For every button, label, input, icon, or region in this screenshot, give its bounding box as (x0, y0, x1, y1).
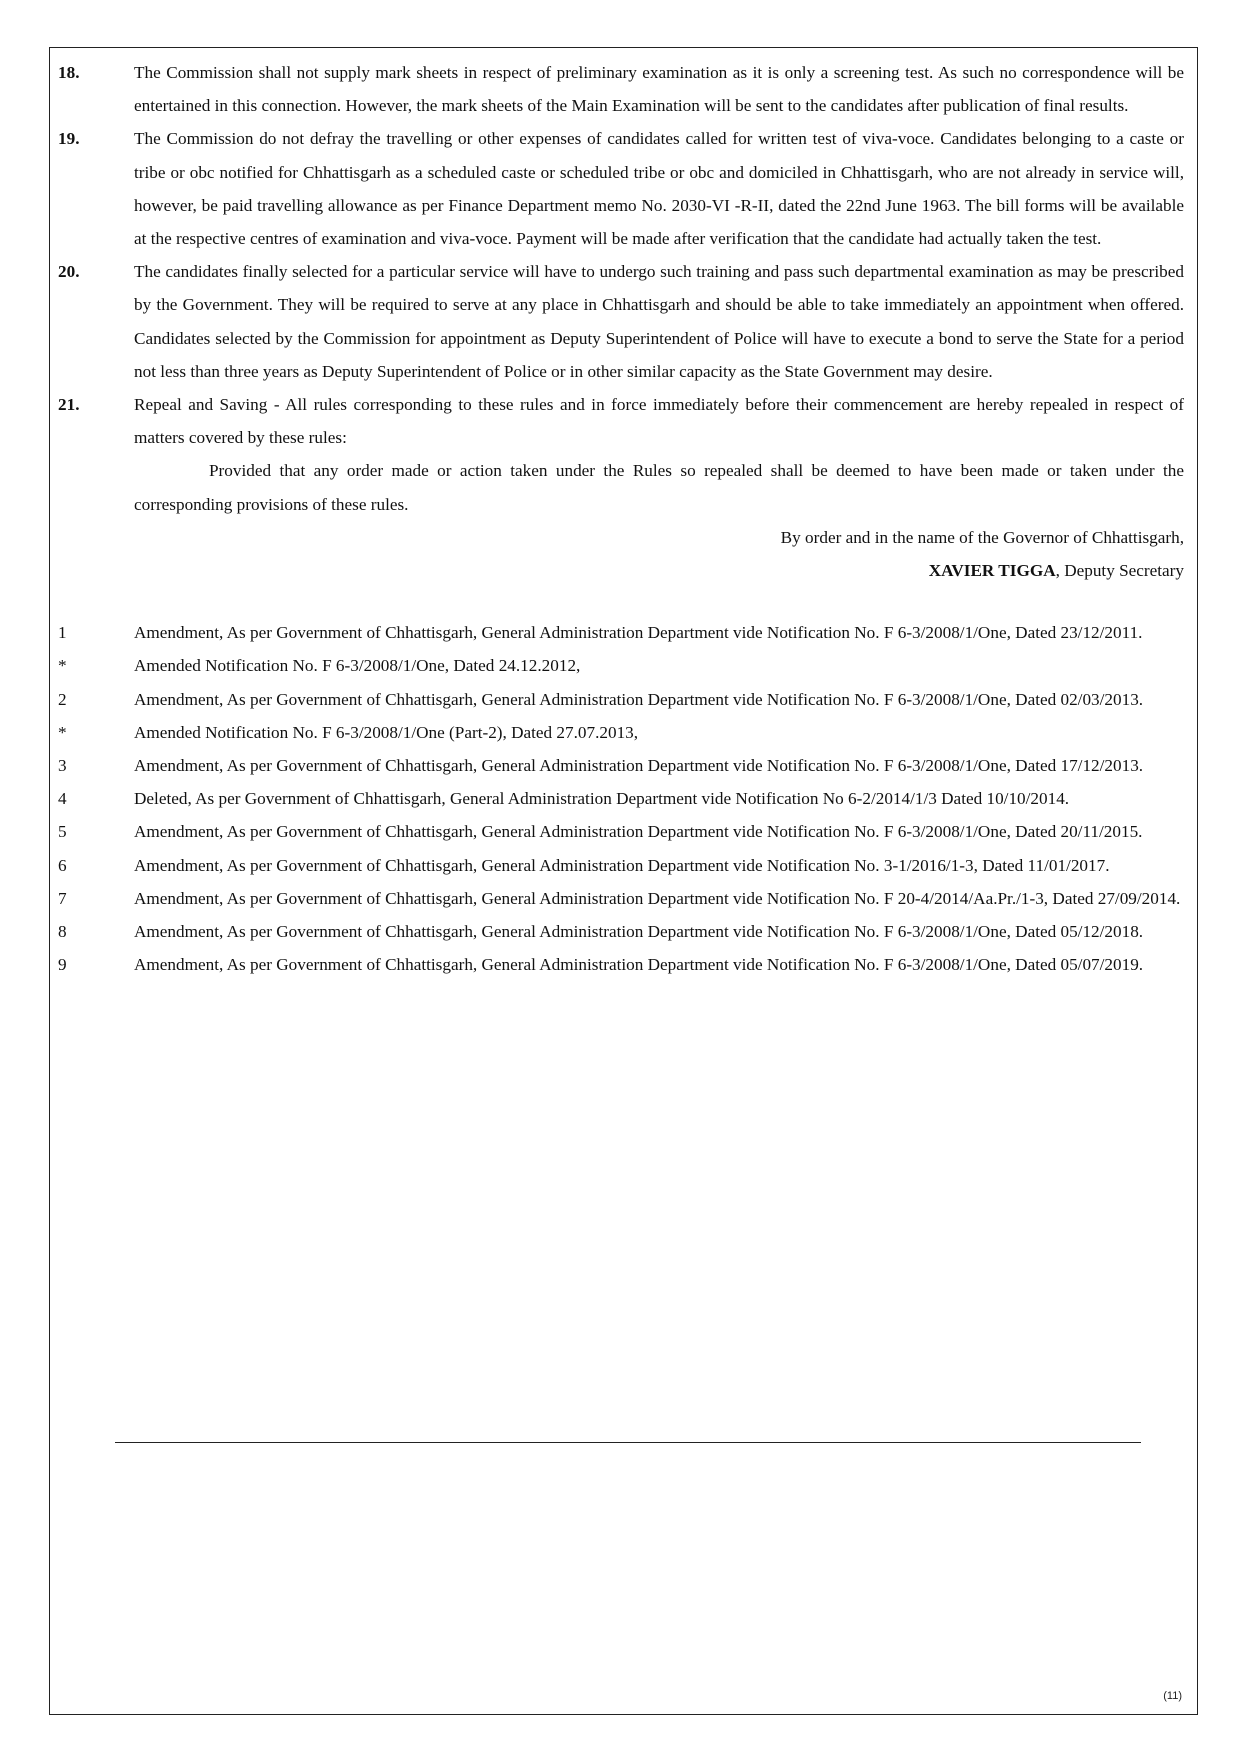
signatory-name: XAVIER TIGGA (928, 561, 1056, 581)
note-text: Amendment, As per Government of Chhattisgarh, General Administration Department vide Notification No. F 6-3/2008/1/One, Dated 05/07/2019. (134, 955, 1144, 975)
note-marker: 7 (58, 888, 67, 908)
signature-block (58, 521, 1184, 587)
note-item (58, 882, 1184, 915)
note-item (58, 782, 1184, 815)
note-marker: * (58, 722, 67, 742)
rule-text: The Commission shall not supply mark sheets in respect of preliminary examination as it is only a screening test. As such no correspondence will be entertained in this connection. However, the mark sheets of the Main Examination will be sent to the candidates after publication of final results. (134, 63, 1184, 116)
note-marker: 8 (58, 922, 67, 942)
note-text: Amendment, As per Government of Chhattisgarh, General Administration Department vide Notification No. F 6-3/2008/1/One, Dated 17/12/2013. (134, 756, 1144, 776)
note-item (58, 649, 1184, 682)
signatory-line (58, 554, 1184, 587)
rule-number: 19. (58, 129, 80, 149)
note-item (58, 749, 1184, 782)
rule-number: 18. (58, 63, 80, 82)
footer-divider (115, 1442, 1141, 1443)
note-item (58, 849, 1184, 882)
rule-text: The candidates finally selected for a particular service will have to undergo such training and pass such departmental examination as may be prescribed by the Government. They will be required to serve at any place in Chhattisgarh and should be able to take immediately an appointment when offered. Candidates selected by the Commission for appointment as Deputy Superintendent of Police will have to execute a bond to serve the State for a period not less than three years as Deputy Superintendent of Police or in other similar capacity as the State Government may desire. (134, 262, 1184, 381)
note-text: Amendment, As per Government of Chhattisgarh, General Administration Department vide Notification No. F 6-3/2008/1/One, Dated 23/12/2011. (134, 623, 1143, 643)
note-marker: 3 (58, 756, 67, 776)
note-item (58, 815, 1184, 848)
note-item (58, 716, 1184, 749)
note-text: Amendment, As per Government of Chhattisgarh, General Administration Department vide Notification No. 3-1/2016/1-3, Dated 11/01/2017. (134, 855, 1110, 875)
page-number: (11) (1163, 1690, 1182, 1702)
note-marker: 2 (58, 689, 67, 709)
note-text: Amendment, As per Government of Chhattisgarh, General Administration Department vide Notification No. F 20-4/2014/Aa.Pr./1-3, Dated 27/09/2014. (134, 888, 1181, 908)
amendment-notes (58, 616, 1184, 981)
rule-19 (58, 122, 1184, 255)
rule-number: 20. (58, 262, 80, 282)
rule-21-text: Repeal and Saving - All rules corresponding to these rules and in force immediately before their commencement are hereby repealed in respect of matters covered by these rules: (134, 395, 1184, 448)
rule-text (134, 388, 1184, 521)
note-item (58, 915, 1184, 948)
proviso-text: Provided that any order made or action taken under the Rules so repealed shall be deemed to have been made or taken under the corresponding provisions of these rules. (134, 461, 1184, 514)
signatory-designation: , Deputy Secretary (1055, 561, 1184, 581)
rule-number: 21. (58, 395, 80, 415)
note-item (58, 948, 1184, 981)
document-body (58, 56, 1184, 981)
note-text: Amended Notification No. F 6-3/2008/1/One (Part-2), Dated 27.07.2013, (134, 722, 639, 742)
rule-text: The Commission do not defray the travelling or other expenses of candidates called for written test of viva-voce. Candidates belonging to a caste or tribe or obc notified for Chhattisgarh as a scheduled caste or scheduled tribe or obc and domiciled in Chhattisgarh, who are not already in service will, however, be paid travelling allowance as per Finance Department memo No. 2030-VI -R-II, dated the 22nd June 1963. The bill forms will be available at the respective centres of examination and viva-voce. Payment will be made after verification that the candidate had actually taken the test. (134, 129, 1184, 249)
note-item (58, 616, 1184, 649)
note-marker: 1 (58, 623, 67, 643)
rule-20 (58, 255, 1184, 388)
note-marker: 6 (58, 855, 67, 875)
note-marker: 5 (58, 822, 67, 842)
note-text: Amendment, As per Government of Chhattisgarh, General Administration Department vide Notification No. F 6-3/2008/1/One, Dated 20/11/2015. (134, 822, 1143, 842)
note-marker: 9 (58, 955, 67, 975)
note-text: Amendment, As per Government of Chhattisgarh, General Administration Department vide Notification No. F 6-3/2008/1/One, Dated 05/12/2018. (134, 922, 1144, 942)
rule-21 (58, 388, 1184, 521)
note-marker: 4 (58, 789, 67, 809)
order-line: By order and in the name of the Governor of Chhattisgarh, (780, 527, 1184, 547)
rule-18 (58, 56, 1184, 122)
note-text: Deleted, As per Government of Chhattisgarh, General Administration Department vide Notification No 6-2/2014/1/3 Dated 10/10/2014. (134, 789, 1070, 809)
note-marker: * (58, 656, 67, 676)
note-text: Amendment, As per Government of Chhattisgarh, General Administration Department vide Notification No. F 6-3/2008/1/One, Dated 02/03/2013. (134, 689, 1144, 709)
note-item (58, 683, 1184, 716)
note-text: Amended Notification No. F 6-3/2008/1/One, Dated 24.12.2012, (134, 656, 581, 676)
